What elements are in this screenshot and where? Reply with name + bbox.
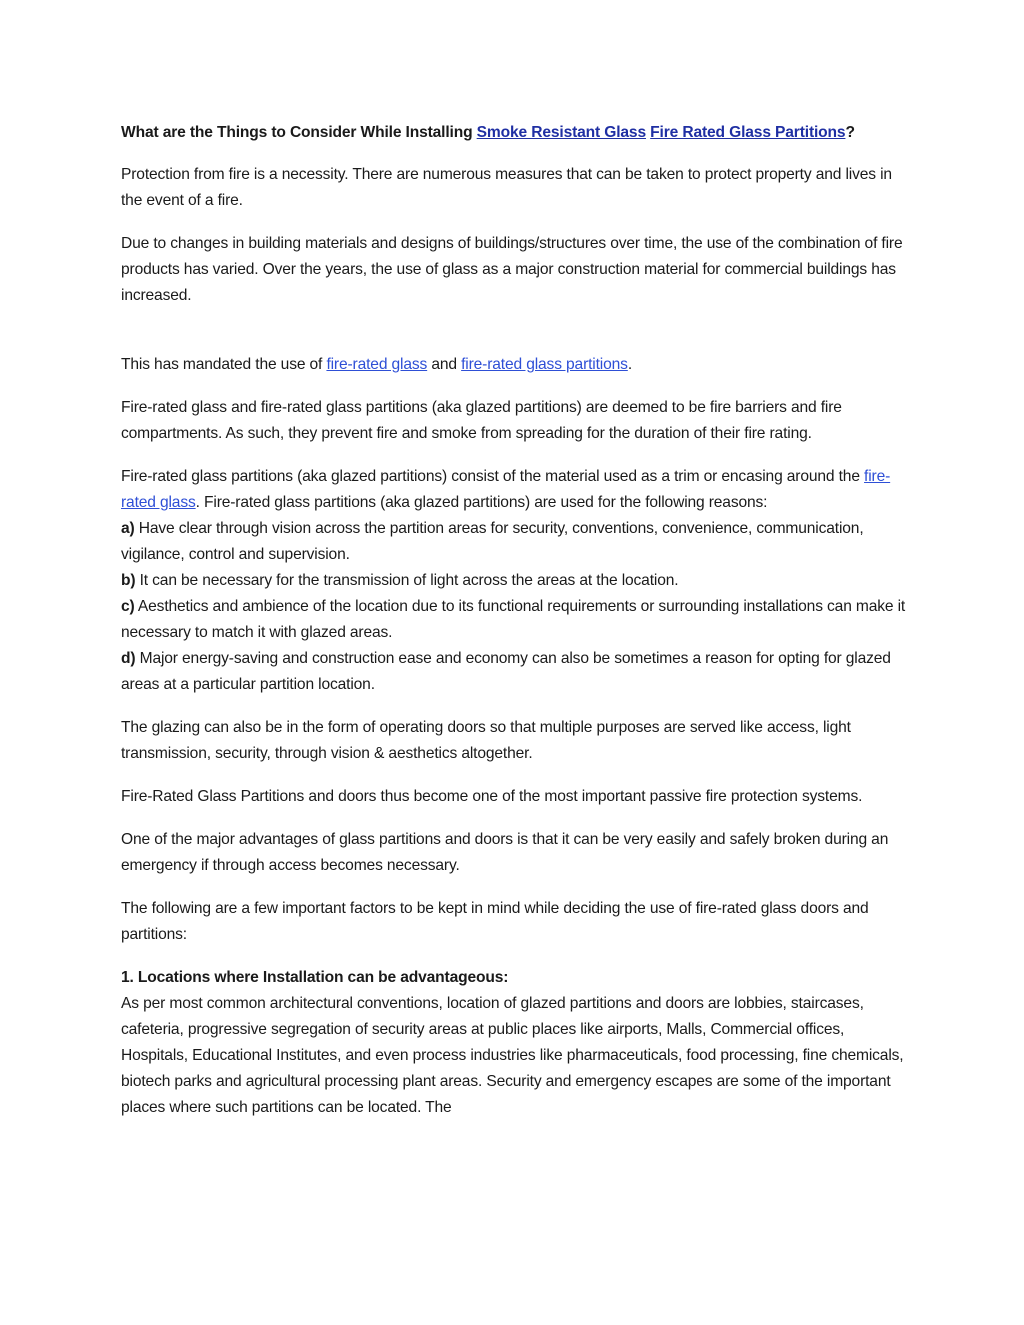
fire-rated-glass-trim-link[interactable]: fire-rated glass xyxy=(121,468,891,511)
reason-marker: b) xyxy=(121,572,136,589)
paragraph-passive-protection: Fire-Rated Glass Partitions and doors thus become one of the most important passive fire protection systems. xyxy=(121,788,863,805)
smoke-resistant-glass-link[interactable]: Smoke Resistant Glass xyxy=(476,124,646,141)
reason-text: Have clear through vision across the partition areas for security, conventions, convenience, communication, vigilance, control and supervision. xyxy=(121,520,864,563)
paragraph-mandated xyxy=(121,352,911,378)
title-prefix: What are the Things to Consider While Installing xyxy=(121,124,477,141)
reason-marker: a) xyxy=(121,520,135,537)
fire-rated-glass-partitions-inline-link[interactable]: fire-rated glass partitions xyxy=(461,356,628,373)
paragraph-fire-barriers: Fire-rated glass and fire-rated glass partitions (aka glazed partitions) are deemed to be fire barriers and fire compartments. As such, they prevent fire and smoke from spreading for the duration of their fire rating. xyxy=(121,399,842,442)
reason-item-c xyxy=(121,594,911,646)
reason-marker: c) xyxy=(121,598,135,615)
reasons-suffix: . Fire-rated glass partitions (aka glazed partitions) are used for the following reasons: xyxy=(195,494,768,511)
reason-item-d xyxy=(121,646,911,698)
reason-marker: d) xyxy=(121,650,136,667)
reason-item-a xyxy=(121,516,911,568)
section-heading: 1. Locations where Installation can be advantageous: xyxy=(121,969,509,986)
mandated-prefix: This has mandated the use of xyxy=(121,356,327,373)
reason-text: Major energy-saving and construction ease and economy can also be sometimes a reason for opting for glazed areas at a particular partition location. xyxy=(121,650,891,693)
paragraph-protection: Protection from fire is a necessity. There are numerous measures that can be taken to protect property and lives in the event of a fire. xyxy=(121,166,892,209)
section-locations xyxy=(121,965,911,1121)
fire-rated-glass-link[interactable]: fire-rated glass xyxy=(326,356,428,373)
section-text: As per most common architectural conventions, location of glazed partitions and doors are lobbies, staircases, cafeteria, progressive segregation of security areas at public places like airports, Malls, Commercial offices, Hospitals, Educational Institutes, and even process industries like pharmaceuticals, food processing, fine chemicals, biotech parks and agricultural processing plant areas. Security and emergency escapes are some of the important places where such partitions can be located. The xyxy=(121,995,904,1116)
document-title xyxy=(121,120,911,146)
paragraph-factors: The following are a few important factors to be kept in mind while deciding the use of fire-rated glass doors and partitions: xyxy=(121,900,869,943)
paragraph-reasons xyxy=(121,464,911,698)
mandated-suffix: . xyxy=(627,356,632,373)
reasons-prefix: Fire-rated glass partitions (aka glazed partitions) consist of the material used as a trim or encasing around the xyxy=(121,468,865,485)
paragraph-advantages: One of the major advantages of glass partitions and doors is that it can be very easily and safely broken during an emergency if through access becomes necessary. xyxy=(121,831,889,874)
reason-text: It can be necessary for the transmission of light across the areas at the location. xyxy=(135,572,679,589)
reason-text: Aesthetics and ambience of the location due to its functional requirements or surrounding installations can make it necessary to match it with glazed areas. xyxy=(121,598,906,641)
document-page xyxy=(121,120,911,1138)
reason-item-b xyxy=(121,568,911,594)
paragraph-building-materials: Due to changes in building materials and designs of buildings/structures over time, the use of the combination of fire products has varied. Over the years, the use of glass as a major construction material for commercial buildings has increased. xyxy=(121,235,903,304)
paragraph-glazing-doors: The glazing can also be in the form of operating doors so that multiple purposes are served like access, light transmission, security, through vision & aesthetics altogether. xyxy=(121,719,851,762)
title-suffix: ? xyxy=(845,124,855,141)
mandated-middle: and xyxy=(427,356,462,373)
blank-line xyxy=(121,326,911,352)
fire-rated-glass-partitions-link[interactable]: Fire Rated Glass Partitions xyxy=(650,124,846,141)
